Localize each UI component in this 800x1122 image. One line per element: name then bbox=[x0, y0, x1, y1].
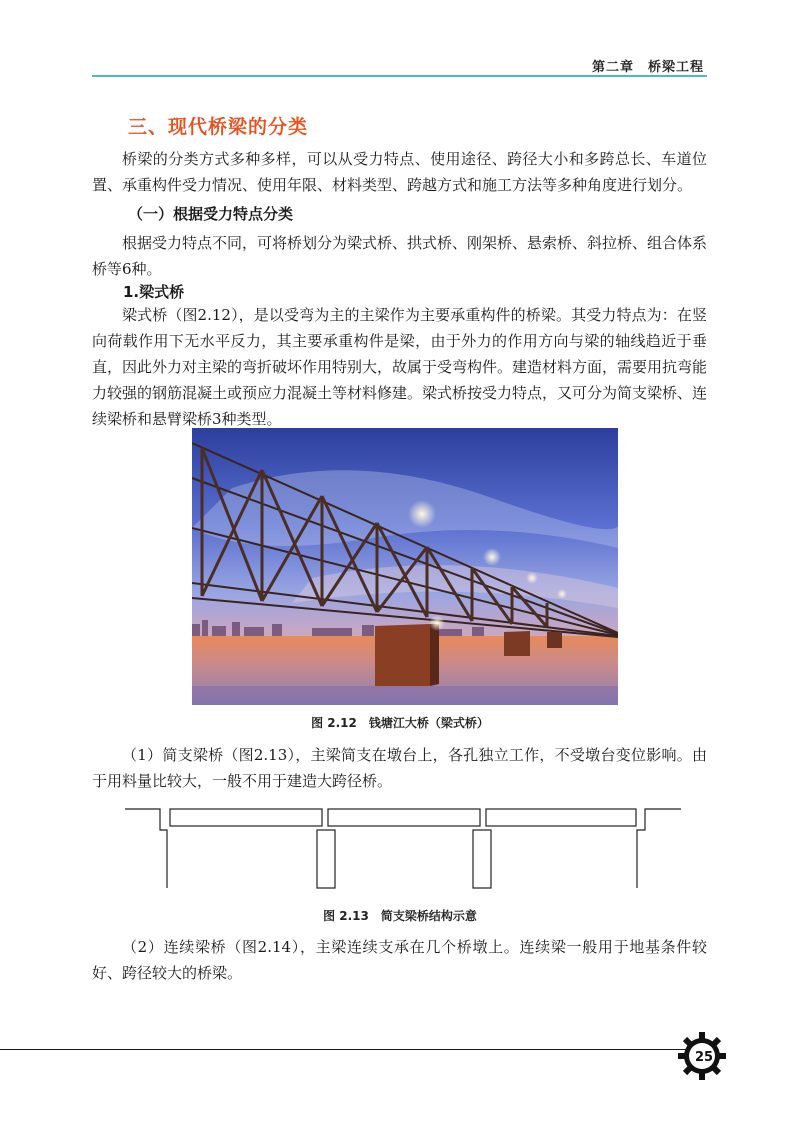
bridge-photo bbox=[192, 428, 618, 705]
subsection-text: 根据受力特点不同，可将桥划分为梁式桥、拱式桥、刚架桥、悬索桥、斜拉桥、组合体系桥等6种。 bbox=[92, 234, 708, 278]
right-abutment bbox=[637, 809, 681, 888]
chapter-header: 第二章 桥梁工程 bbox=[591, 60, 704, 75]
bridge-photo-illustration bbox=[192, 428, 618, 705]
continuous-beam-text: （2）连续梁桥（图2.14），主梁连续支承在几个桥墩上。连续梁一般用于地基条件较好、跨径较大的桥梁。 bbox=[92, 938, 707, 982]
left-abutment bbox=[125, 809, 167, 888]
pier-2 bbox=[473, 830, 491, 888]
pier-1 bbox=[317, 830, 335, 888]
beam-bridge-heading: 1.梁式桥 bbox=[123, 283, 185, 301]
beam-text: 梁式桥（图2.12），是以受弯为主的主梁作为主要承重构件的桥梁。其受力特点为：在竖向荷载作用下无水平反力，其主要承重构件是梁，由于外力的作用方向与梁的轴线趋近于垂直，因此外力对主梁的弯折破坏作用特别大，故属于受弯构件。建造材料方面，需要用抗弯能力较强的钢筋混凝土或预应力混凝土等材料修建。梁式桥按受力特点，又可分为简支梁桥、连续梁桥和悬臂梁桥3种类型。 bbox=[92, 306, 708, 428]
section-title: 三、现代桥梁的分类 bbox=[128, 116, 309, 138]
simple-beam-text: （1）简支梁桥（图2.13），主梁简支在墩台上，各孔独立工作，不受墩台变位影响。由于用料量比较大，一般不用于建造大跨径桥。 bbox=[92, 746, 707, 790]
continuous-beam-paragraph bbox=[92, 934, 707, 986]
beam-paragraph bbox=[92, 302, 707, 432]
beam-span-2 bbox=[328, 809, 480, 826]
simple-beam-paragraph bbox=[92, 742, 707, 794]
footer-rule bbox=[0, 1049, 686, 1050]
simple-beam-diagram bbox=[125, 800, 685, 892]
intro-text: 桥梁的分类方式多种多样，可以从受力特点、使用途径、跨径大小和多跨总长、车道位置、承重构件受力情况、使用年限、材料类型、跨越方式和施工方法等多种角度进行划分。 bbox=[92, 150, 707, 194]
figure-2-12-caption: 图 2.12 钱塘江大桥（梁式桥） bbox=[311, 716, 489, 730]
beam-span-3 bbox=[486, 809, 636, 826]
beam-span-1 bbox=[170, 809, 322, 826]
header-rule bbox=[92, 75, 707, 77]
page-number: 25 bbox=[694, 1050, 714, 1065]
subsection-paragraph bbox=[92, 230, 707, 282]
figure-2-13-caption: 图 2.13 简支梁桥结构示意 bbox=[323, 909, 477, 923]
subsection-title: （一）根据受力特点分类 bbox=[128, 205, 294, 223]
intro-paragraph bbox=[92, 146, 707, 198]
